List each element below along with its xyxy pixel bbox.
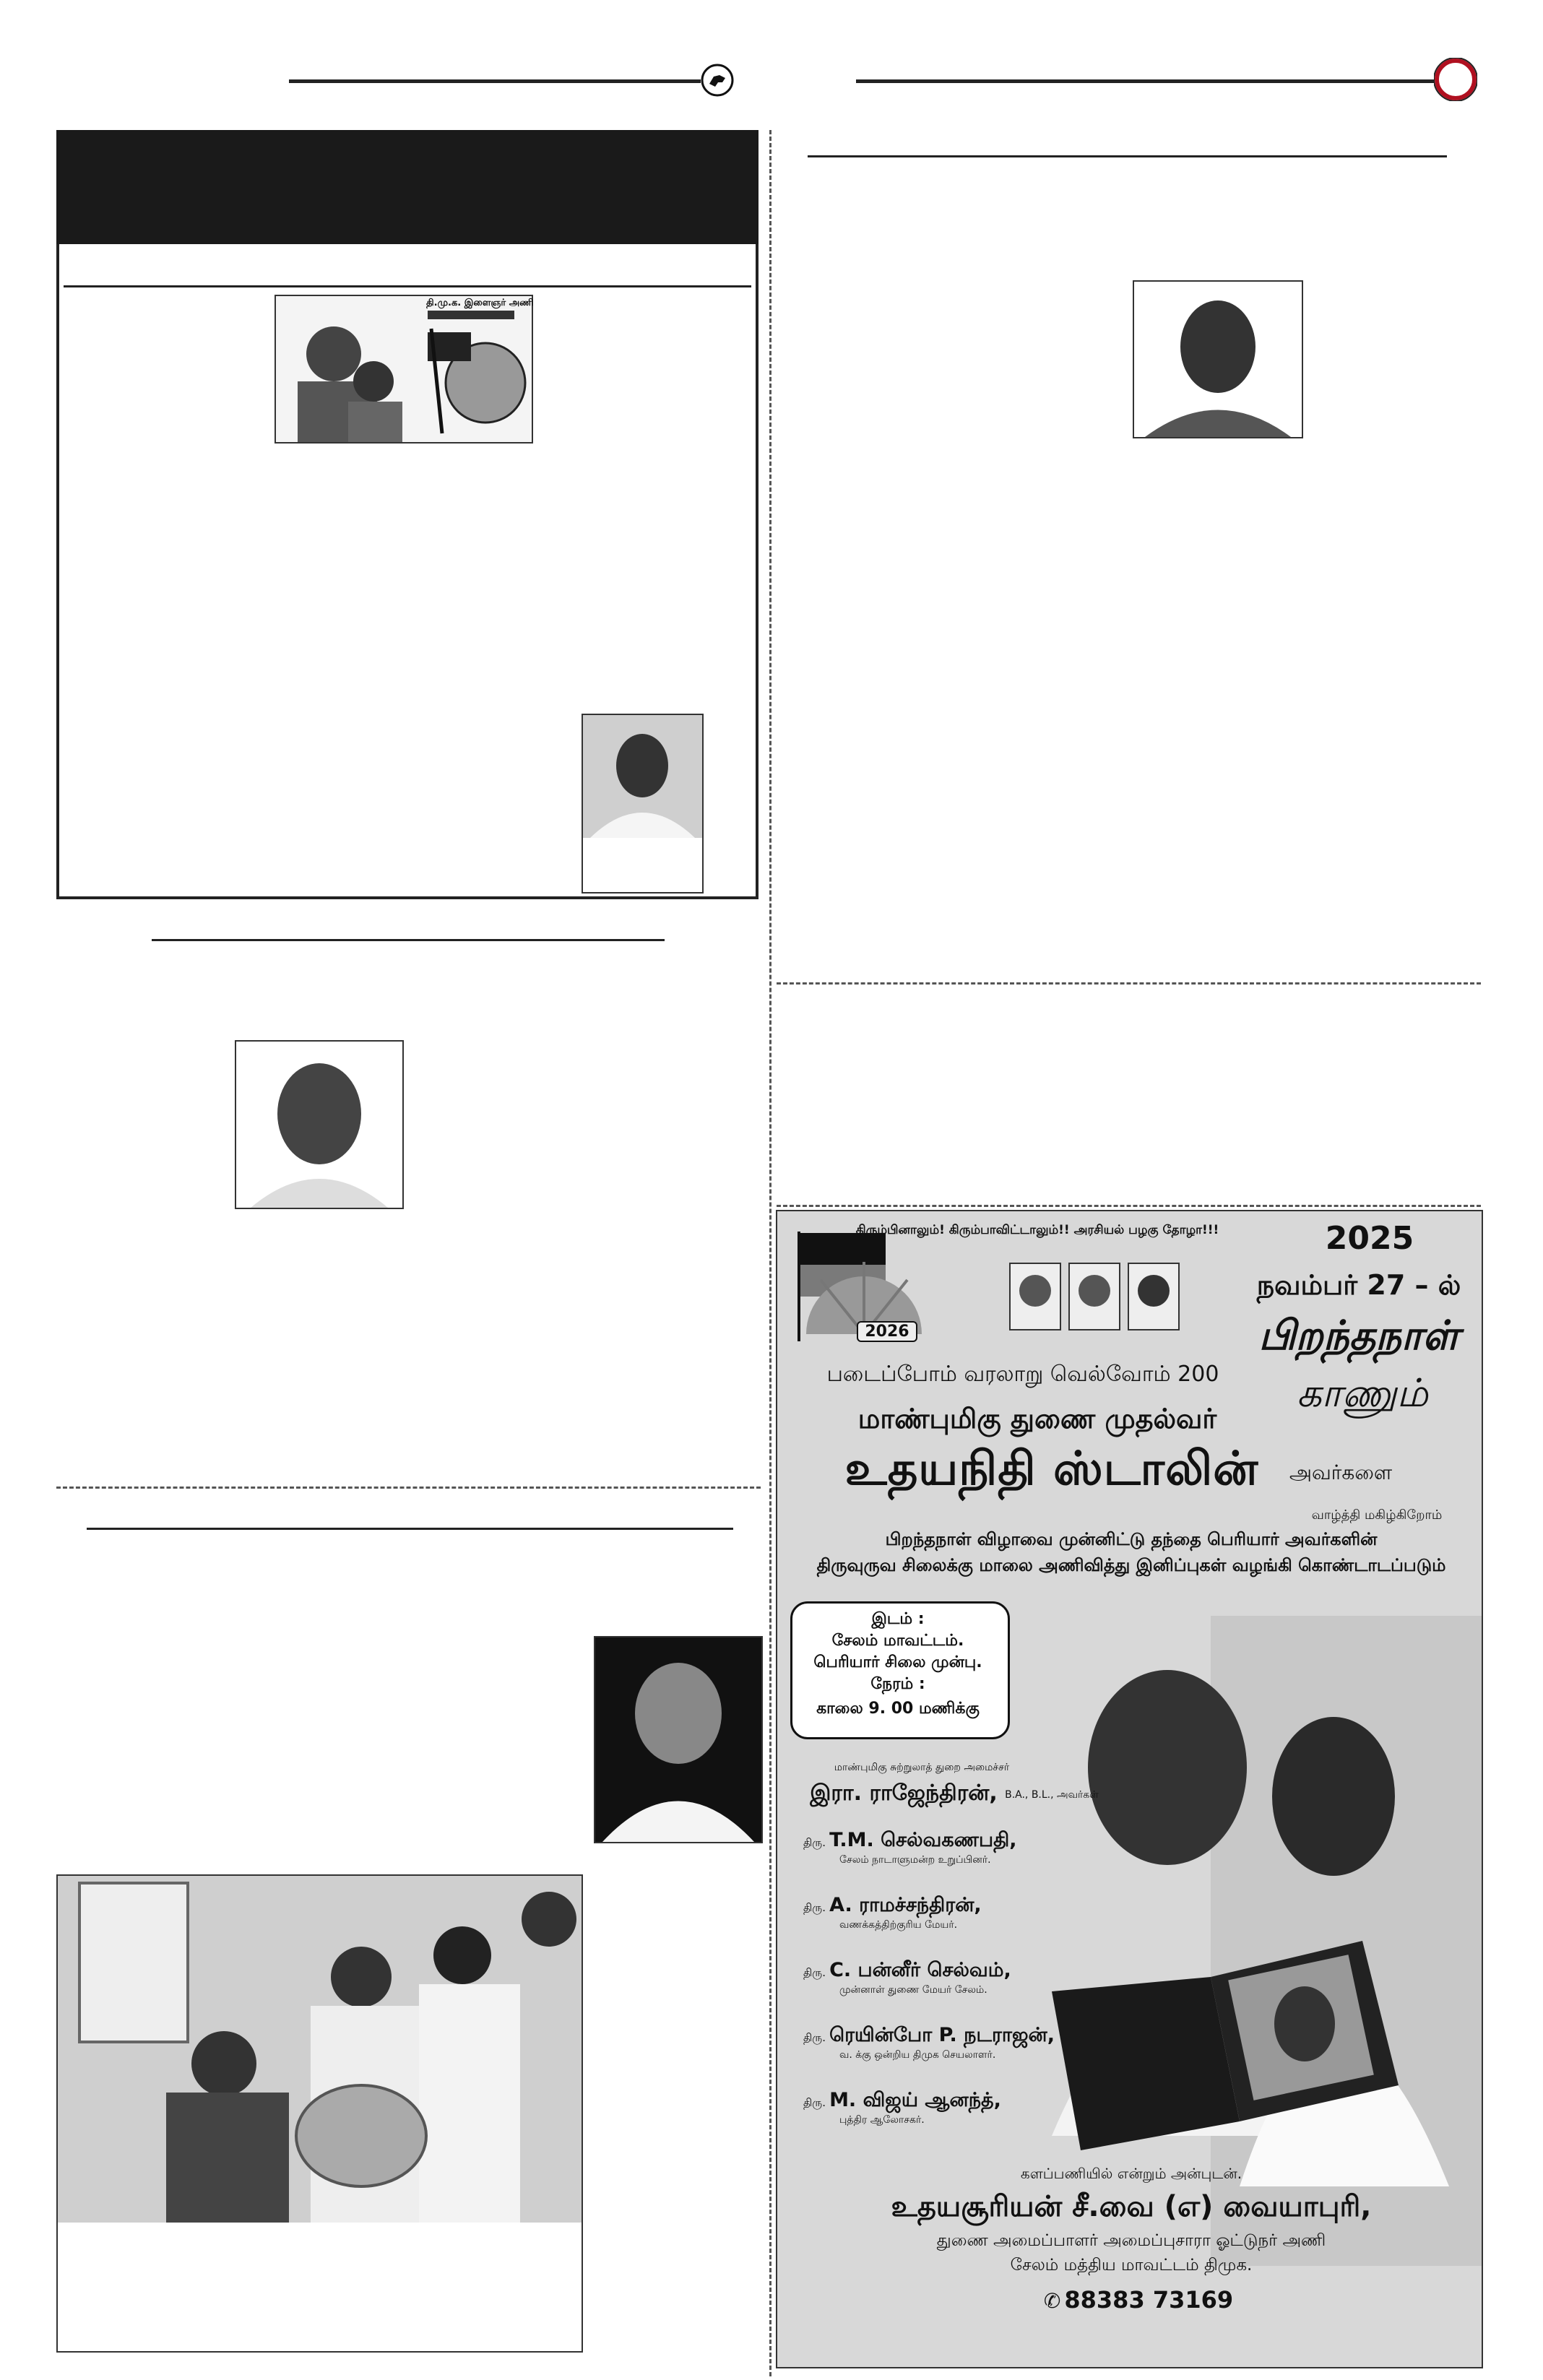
ad-venue-label: இடம் : [871, 1610, 925, 1628]
ad-minister: இரா. ராஜேந்திரன், [810, 1780, 998, 1806]
ad-person-5-name: M. விஜய் ஆனந்த், [829, 2089, 1001, 2111]
youth-wing-caption: தி.மு.க. இளைஞர் அணி [426, 298, 534, 308]
ad-year: 2025 [1325, 1220, 1414, 1257]
ad-person-3-role: முன்னாள் துணை மேயர் சேலம். [839, 1984, 987, 1996]
column-divider [769, 130, 772, 2376]
right-headline-rule [808, 155, 1447, 157]
ad-tagline: படைப்போம் வரலாறு வெல்வோம் 200 [826, 1362, 1219, 1387]
ad-person-5-role: புத்திர ஆலோசகர். [839, 2114, 925, 2126]
ad-person-2-name: A. ராமச்சந்திரன், [829, 1894, 982, 1916]
ad-person-2-role: வணக்கத்திற்குரிய மேயர். [839, 1919, 958, 1931]
ad-date: நவம்பர் 27 – ல் [1256, 1269, 1461, 1301]
ad-line1: பிறந்தநாள் விழாவை முன்னிட்டு தந்தை பெரியார் அவர்களின் [885, 1529, 1378, 1549]
left-headline-rule-2 [87, 1528, 733, 1530]
youth-wing-photo [275, 295, 533, 443]
ad-minister-suffix: B.A., B.L., அவர்கள் [1005, 1789, 1099, 1801]
ad-sender-role: துணை அமைப்பாளர் அமைப்புசாரா ஓட்டுநர் அணி [936, 2231, 1326, 2250]
ad-slogan: கிரும்பினாலும்! கிரும்பாவிட்டாலும்!! அரசியல் பழகு தோழா!!! [855, 1223, 1219, 1237]
ad-person-4-role: வ. க்கு ஒன்றிய திமுக செயலாளர். [839, 2049, 996, 2061]
left-box-rule [64, 285, 751, 287]
birthday-advertisement [776, 1210, 1483, 2368]
ad-person-1 [803, 1829, 1107, 1867]
header-rule-right [856, 79, 1434, 83]
circle-emblem-icon [1434, 58, 1477, 101]
ad-venue-1: சேலம் மாவட்டம். [831, 1632, 964, 1650]
ad-script-word: காணும் [1297, 1370, 1428, 1416]
left-divider-1 [56, 1487, 761, 1489]
ad-person-2-prefix: திரு. [803, 1901, 826, 1914]
ad-person-3 [803, 1959, 1107, 1997]
author-photo-4 [1133, 280, 1303, 438]
ad-person-4-name: ரெயின்போ P. நடராஜன், [829, 2024, 1055, 2046]
phone-icon: ✆ [1043, 2289, 1061, 2313]
ad-time-label: நேரம் : [870, 1675, 925, 1693]
ad-name: உதயநிதி ஸ்டாலின் [844, 1442, 1259, 1496]
left-box-banner [56, 130, 758, 244]
header-rule-left [289, 79, 701, 83]
right-divider-1 [777, 982, 1481, 985]
author-photo-2 [235, 1040, 404, 1209]
ad-phone-number: 88383 73169 [1064, 2286, 1234, 2314]
ad-phone [1023, 2286, 1254, 2314]
ad-person-4-prefix: திரு. [803, 2031, 826, 2044]
ad-venue-2: பெரியார் சிலை முன்பு. [813, 1653, 982, 1671]
ad-minister-title: மாண்புமிகு சுற்றுலாத் துறை அமைச்சர் [834, 1762, 1010, 1773]
ad-name-suffix: அவர்களை [1289, 1461, 1393, 1484]
ad-person-5-prefix: திரு. [803, 2096, 826, 2109]
ad-line2: திருவுருவ சிலைக்கு மாலை அணிவித்து இனிப்புகள் வழங்கி கொண்டாடப்படும் [816, 1555, 1446, 1575]
ad-person-4 [803, 2024, 1121, 2062]
bull-emblem-icon [701, 64, 734, 97]
ad-birthday: பிறந்தநாள் [1258, 1312, 1459, 1359]
ad-person-1-name: T.M. செல்வகணபதி, [829, 1829, 1017, 1851]
author-photo-1 [582, 714, 704, 893]
ad-time: காலை 9. 00 மணிக்கு [816, 1700, 980, 1718]
ad-person-3-prefix: திரு. [803, 1966, 826, 1979]
ad-title: மாண்புமிகு துணை முதல்வர் [857, 1403, 1217, 1435]
left-headline-rule-1 [152, 939, 665, 941]
ad-person-3-name: C. பன்னீர் செல்வம், [829, 1959, 1011, 1981]
ad-person-2 [803, 1894, 1107, 1932]
ad-badge-year: 2026 [857, 1321, 917, 1342]
ad-sender: உதயசூரியன் சீ.வை (எ) வையாபுரி, [891, 2190, 1372, 2223]
ad-footer-intro: களப்பணியில் என்றும் அன்புடன். [1020, 2165, 1242, 2182]
ad-person-5 [803, 2089, 1107, 2127]
ad-person-1-prefix: திரு. [803, 1836, 826, 1849]
right-divider-2 [777, 1205, 1481, 1207]
ad-greet: வாழ்த்தி மகிழ்கிறோம் [1311, 1507, 1443, 1523]
author-photo-3 [594, 1636, 763, 1843]
ad-person-1-role: சேலம் நாடாளுமன்ற உறுப்பினர். [839, 1854, 991, 1866]
ad-sender-org: சேலம் மத்திய மாவட்டம் திமுக. [1010, 2256, 1253, 2275]
news-photo-event [56, 1874, 583, 2353]
